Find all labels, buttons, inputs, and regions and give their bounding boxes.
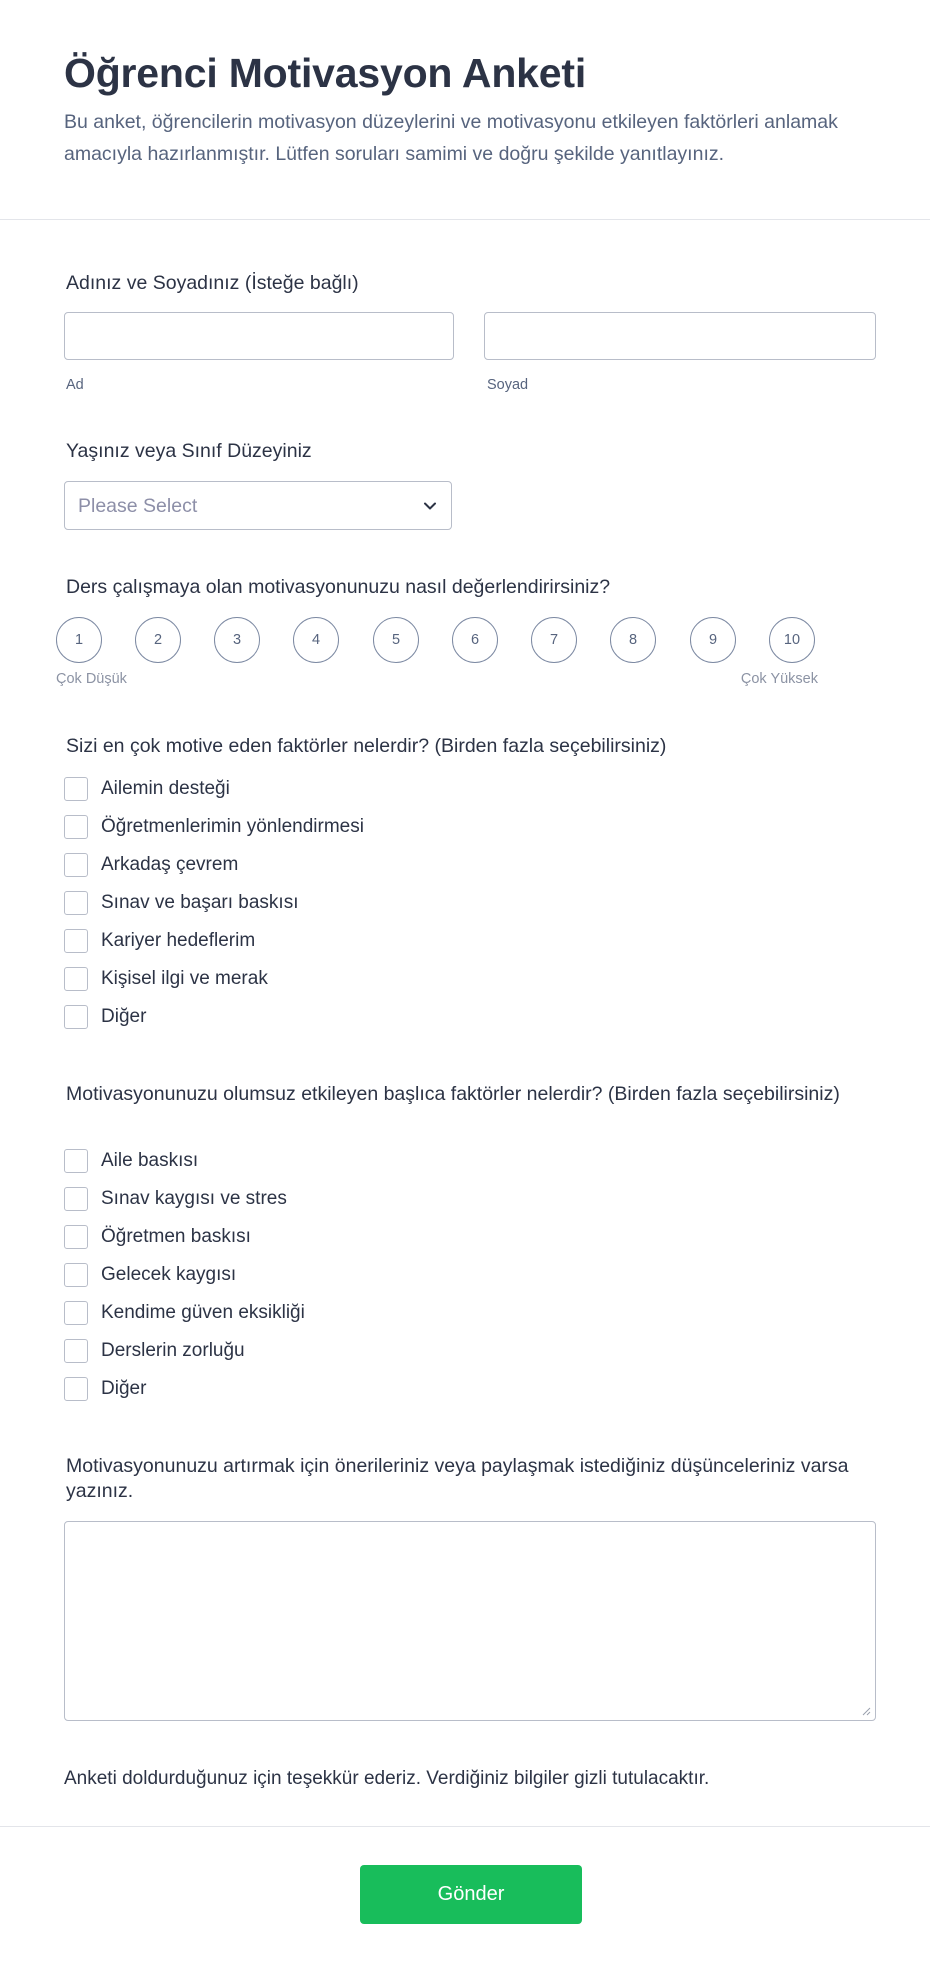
option-label: Sınav kaygısı ve stres (101, 1188, 287, 1209)
option-label: Diğer (101, 1006, 147, 1027)
positive-factors-label: Sizi en çok motive eden faktörler nelerdir? (Birden fazla seçebilirsiniz) (66, 735, 667, 757)
option-label: Öğretmen baskısı (101, 1226, 251, 1247)
rating-option-10[interactable]: 10 (769, 617, 815, 663)
age-select-placeholder: Please Select (78, 495, 198, 517)
age-select[interactable] (64, 481, 452, 530)
form-title: Öğrenci Motivasyon Anketi (64, 50, 587, 96)
rating-option-3[interactable]: 3 (214, 617, 260, 663)
negative-factors-label: Motivasyonunuzu olumsuz etkileyen başlıca faktörler nelerdir? (Birden fazla seçebilirsiniz) (66, 1083, 840, 1105)
option-label: Arkadaş çevrem (101, 854, 239, 875)
checkbox[interactable] (64, 815, 88, 839)
rating-option-4[interactable]: 4 (293, 617, 339, 663)
rating-option-2[interactable]: 2 (135, 617, 181, 663)
option-label: Kişisel ilgi ve merak (101, 968, 268, 989)
closing-note: Anketi doldurduğunuz için teşekkür ederiz. Verdiğiniz bilgiler gizli tutulacaktır. (64, 1768, 710, 1789)
rating-low-label: Çok Düşük (56, 671, 127, 687)
first-name-sublabel: Ad (66, 377, 84, 393)
rating-question-label: Ders çalışmaya olan motivasyonunuzu nasıl değerlendirirsiniz? (66, 576, 611, 598)
rating-option-1[interactable]: 1 (56, 617, 102, 663)
checkbox[interactable] (64, 1377, 88, 1401)
option-label: Kariyer hedeflerim (101, 930, 256, 951)
form-header (0, 0, 930, 220)
checkbox[interactable] (64, 777, 88, 801)
last-name-sublabel: Soyad (487, 377, 529, 393)
rating-option-8[interactable]: 8 (610, 617, 656, 663)
rating-option-7[interactable]: 7 (531, 617, 577, 663)
option-label: Gelecek kaygısı (101, 1264, 237, 1285)
checkbox[interactable] (64, 967, 88, 991)
checkbox[interactable] (64, 929, 88, 953)
option-label: Aile baskısı (101, 1150, 199, 1171)
checkbox[interactable] (64, 1263, 88, 1287)
option-label: Ailemin desteği (101, 778, 230, 799)
option-label: Kendime güven eksikliği (101, 1302, 305, 1323)
submit-button[interactable]: Gönder (360, 1865, 582, 1924)
checkbox[interactable] (64, 1225, 88, 1249)
form-description: Bu anket, öğrencilerin motivasyon düzeylerini ve motivasyonu etkileyen faktörleri anlamak amacıyla hazırlanmıştır. Lütfen soruları samimi ve doğru şekilde yanıtlayınız. (64, 111, 838, 165)
option-label: Diğer (101, 1378, 147, 1399)
suggestions-textarea[interactable] (64, 1521, 876, 1721)
checkbox[interactable] (64, 1005, 88, 1029)
first-name-input[interactable] (64, 312, 454, 360)
checkbox[interactable] (64, 891, 88, 915)
checkbox[interactable] (64, 853, 88, 877)
option-label: Öğretmenlerimin yönlendirmesi (101, 816, 364, 837)
last-name-input[interactable] (484, 312, 876, 360)
chevron-down-icon (419, 495, 441, 517)
checkbox[interactable] (64, 1301, 88, 1325)
checkbox[interactable] (64, 1339, 88, 1363)
rating-option-5[interactable]: 5 (373, 617, 419, 663)
rating-option-9[interactable]: 9 (690, 617, 736, 663)
name-question-label: Adınız ve Soyadınız (İsteğe bağlı) (66, 272, 359, 294)
checkbox[interactable] (64, 1187, 88, 1211)
rating-high-label: Çok Yüksek (740, 671, 818, 687)
option-label: Derslerin zorluğu (101, 1340, 245, 1361)
suggestions-question-label: Motivasyonunuzu artırmak için önerileriniz veya paylaşmak istediğiniz düşünceleriniz varsa yazınız. (66, 1455, 849, 1502)
rating-option-6[interactable]: 6 (452, 617, 498, 663)
checkbox[interactable] (64, 1149, 88, 1173)
option-label: Sınav ve başarı baskısı (101, 892, 299, 913)
age-question-label: Yaşınız veya Sınıf Düzeyiniz (66, 440, 312, 462)
footer-divider (0, 1826, 930, 1827)
resize-grip-icon[interactable] (861, 1706, 871, 1716)
